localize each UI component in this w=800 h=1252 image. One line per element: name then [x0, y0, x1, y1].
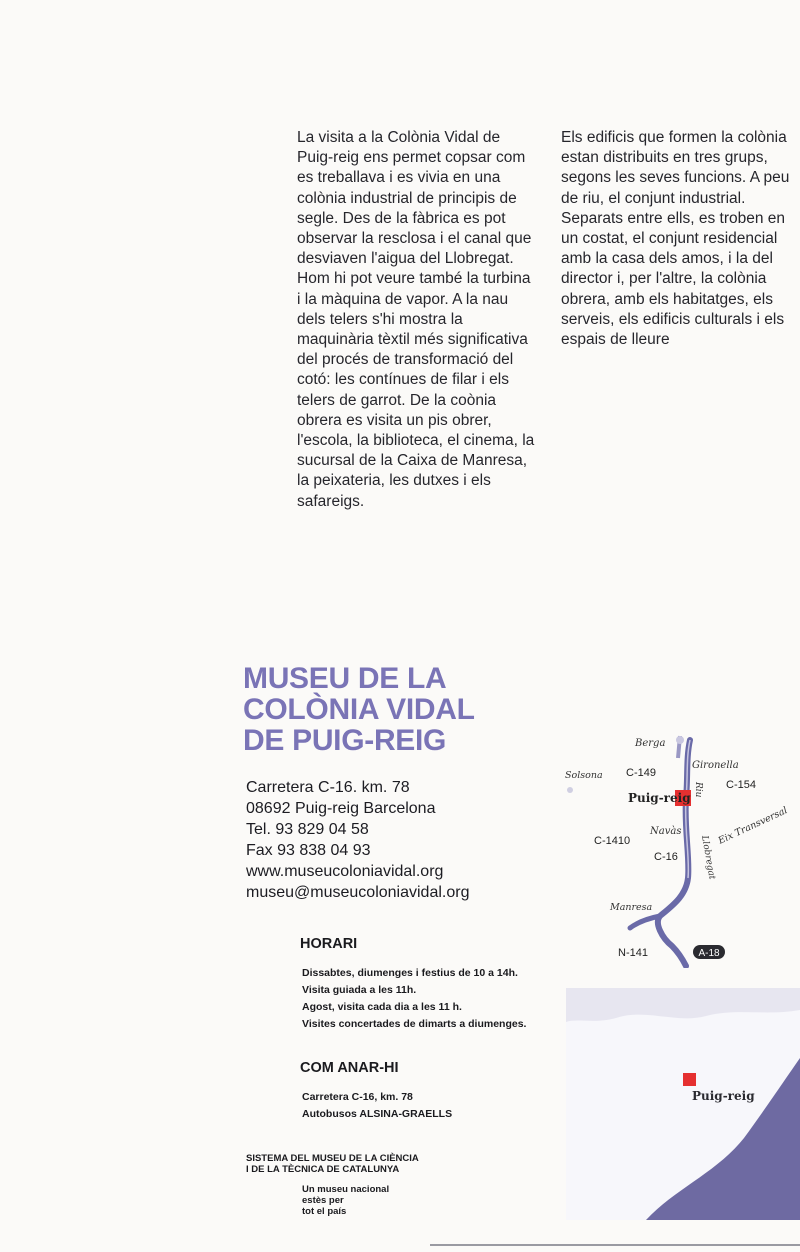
- label-c1410: C-1410: [594, 835, 631, 847]
- buildings-paragraph: Els edificis que formen la colònia estan distribuits en tres grups, segons les seves funcions. A peu de riu, el conjunt industrial. Separats entre ells, es troben en un costat, el conjunt residencial amb la casa dels amos, i la del director i, per l'altre, la colònia obrera, amb els habitatges, els serveis, els edificis culturals i els espais de lleure: [561, 129, 790, 349]
- catalonia-map: [566, 988, 800, 1220]
- horari-line: Dissabtes, diumenges i festius de 10 a 14h.: [302, 967, 518, 979]
- horari-heading: HORARI: [300, 936, 358, 952]
- intro-paragraph: La visita a la Colònia Vidal de Puig-reig ens permet copsar com es treballava i es vivia en una colònia industrial de principis de segle. Des de la fàbrica es pot observar la resclosa i el canal que desviaven l'aigua del Llobregat. Hom hi pot veure també la turbina i la màquina de vapor. A la nau dels telers s'hi mostra la maquinària tèxtil més significativa del procés de transformació del cotó: les contínues de filar i els telers de garrot. De la coònia obrera es visita un pis obrer, l'escola, la biblioteca, el cinema, la sucursal de la Caixa de Manresa, la peixateria, les dutxes i els safareigs.: [297, 129, 535, 510]
- label-c16: C-16: [654, 851, 678, 863]
- museum-title-line-2: COLÒNIA VIDAL: [243, 693, 475, 726]
- phone-line: Tel. 93 829 04 58: [246, 821, 369, 838]
- museum-title-line-1: MUSEU DE LA: [243, 662, 447, 695]
- catalonia-marker: [683, 1073, 696, 1086]
- com-anar-line: Carretera C-16, km. 78: [302, 1091, 413, 1103]
- horari-line: Agost, visita cada dia a les 11 h.: [302, 1001, 462, 1013]
- com-anar-line: Autobusos ALSINA-GRAELLS: [302, 1108, 453, 1120]
- label-riu: Riu: [693, 782, 703, 798]
- label-manresa: Manresa: [610, 902, 653, 913]
- label-eix-transversal: Eix Transversal: [716, 805, 790, 847]
- fax-line: Fax 93 838 04 93: [246, 842, 371, 859]
- label-gironella: Gironella: [692, 760, 739, 771]
- address-line: Carretera C-16. km. 78: [246, 779, 410, 796]
- label-n141: N-141: [618, 947, 648, 959]
- label-catalonia-puigreig: Puig-reig: [692, 1089, 755, 1103]
- label-c149: C-149: [626, 767, 656, 779]
- label-navas: Navàs: [650, 826, 682, 837]
- system-sub-line: estès per: [302, 1195, 344, 1206]
- label-puigreig: Puig-reig: [628, 791, 691, 805]
- website-link[interactable]: www.museucoloniavidal.org: [246, 863, 444, 880]
- museum-title-line-3: DE PUIG-REIG: [243, 724, 447, 757]
- system-title: [246, 1153, 419, 1175]
- contact-block: [246, 777, 469, 903]
- label-solsona: Solsona: [565, 770, 603, 781]
- system-sub-line: Un museu nacional: [302, 1184, 390, 1195]
- system-title-line: I DE LA TÈCNICA DE CATALUNYA: [246, 1164, 400, 1175]
- city-line: 08692 Puig-reig Barcelona: [246, 800, 436, 817]
- label-berga: Berga: [635, 738, 666, 749]
- berga-dot: [676, 736, 684, 744]
- buildings-column: [561, 128, 793, 350]
- horari-list: [302, 965, 526, 1033]
- label-llobregat: Llobregat: [699, 834, 717, 881]
- system-title-line: SISTEMA DEL MUSEU DE LA CIÈNCIA: [246, 1153, 419, 1164]
- label-a18: A-18: [698, 948, 720, 959]
- horari-line: Visita guiada a les 11h.: [302, 984, 417, 996]
- com-anar-heading: COM ANAR-HI: [300, 1060, 399, 1076]
- bottom-rule: [430, 1244, 800, 1246]
- museum-title: [243, 663, 475, 756]
- intro-column: [297, 128, 537, 512]
- label-c154: C-154: [726, 779, 756, 791]
- email-link[interactable]: museu@museucoloniavidal.org: [246, 884, 470, 901]
- route-map: [560, 718, 800, 968]
- system-subtitle: [302, 1184, 389, 1217]
- horari-line: Visites concertades de dimarts a diumenges.: [302, 1018, 527, 1030]
- com-anar-list: [302, 1089, 452, 1123]
- solsona-dot: [567, 787, 573, 793]
- system-sub-line: tot el país: [302, 1206, 347, 1217]
